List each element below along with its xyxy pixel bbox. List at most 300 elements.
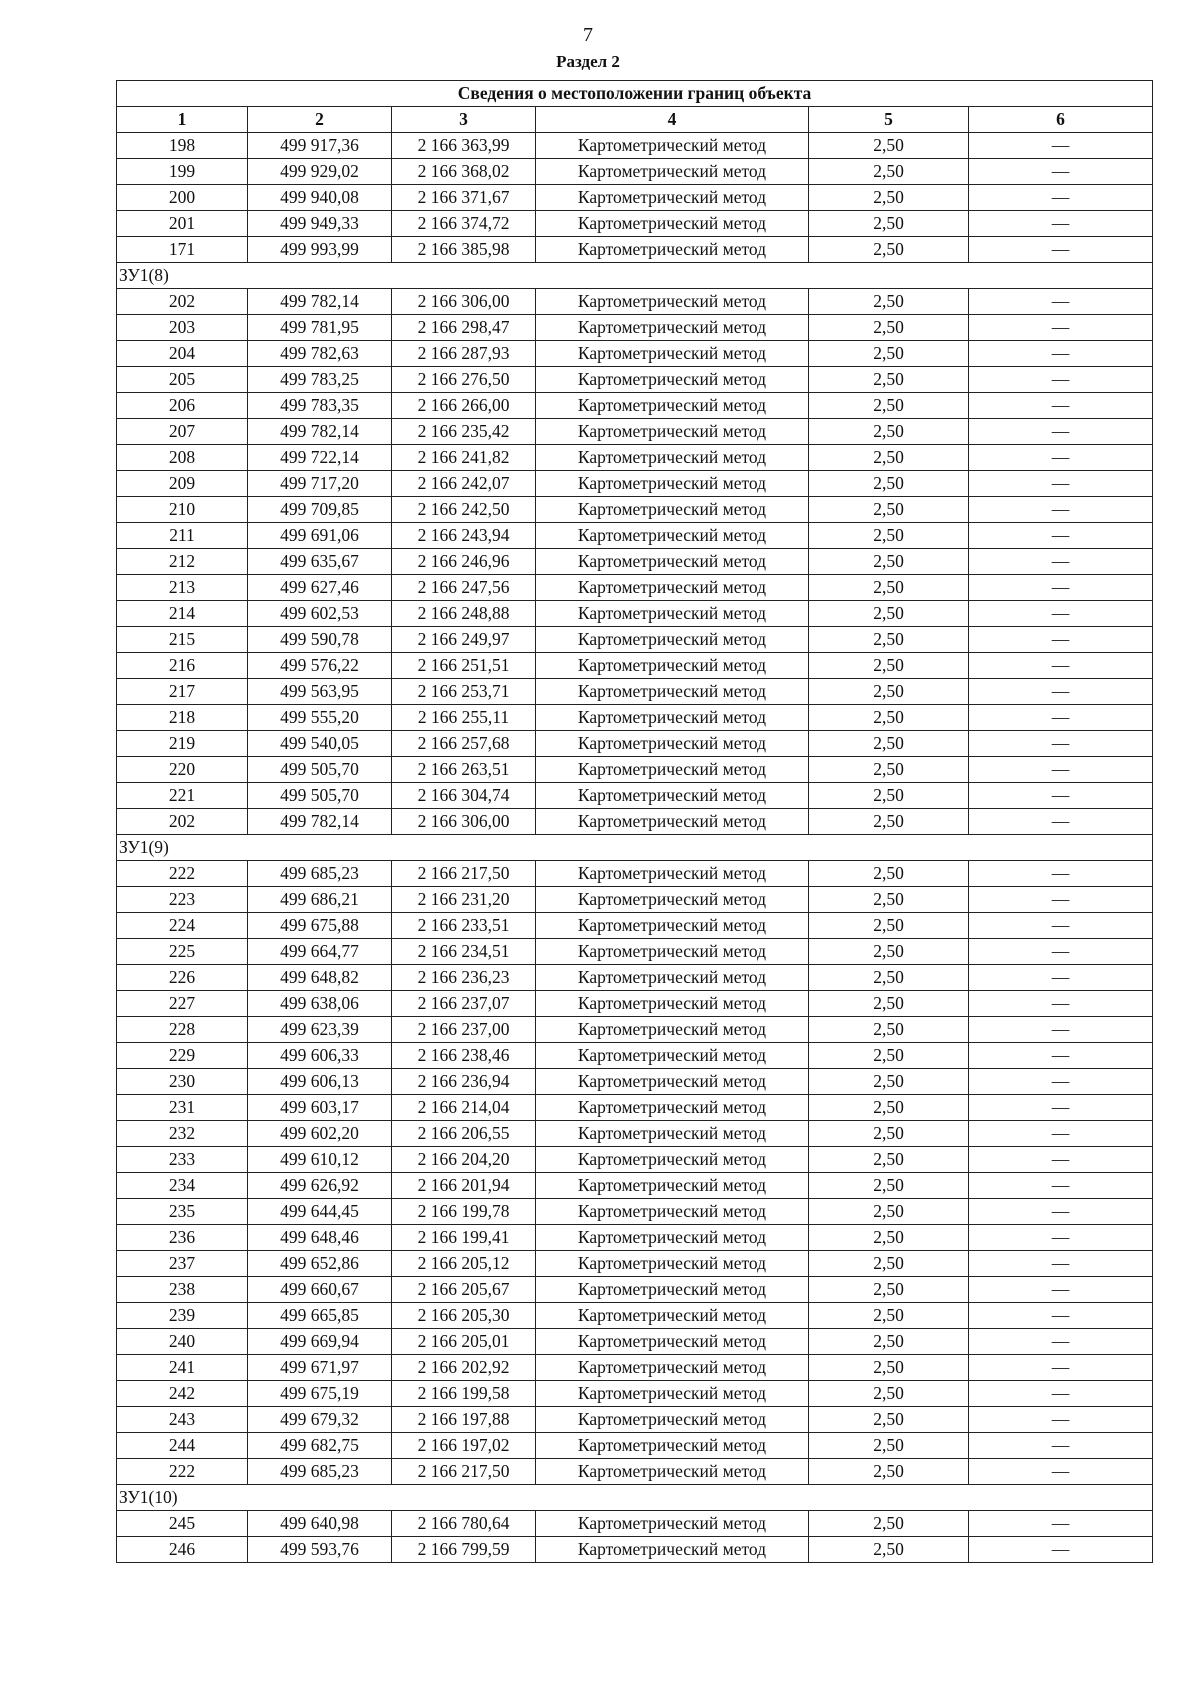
x-coordinate-cell: 499 781,95 — [248, 315, 392, 341]
accuracy-cell: 2,50 — [809, 783, 969, 809]
table-row — [117, 393, 1153, 419]
y-coordinate-cell: 2 166 204,20 — [392, 1147, 536, 1173]
y-coordinate-cell: 2 166 199,41 — [392, 1225, 536, 1251]
point-number-cell: 238 — [117, 1277, 248, 1303]
point-number-cell: 222 — [117, 861, 248, 887]
method-cell: Картометрический метод — [536, 757, 809, 783]
accuracy-cell: 2,50 — [809, 991, 969, 1017]
description-cell: — — [969, 367, 1153, 393]
x-coordinate-cell: 499 782,63 — [248, 341, 392, 367]
description-cell: — — [969, 1433, 1153, 1459]
table-row — [117, 705, 1153, 731]
table-row — [117, 1043, 1153, 1069]
accuracy-cell: 2,50 — [809, 1277, 969, 1303]
y-coordinate-cell: 2 166 263,51 — [392, 757, 536, 783]
column-header: 4 — [536, 107, 809, 133]
accuracy-cell: 2,50 — [809, 861, 969, 887]
description-cell: — — [969, 1355, 1153, 1381]
y-coordinate-cell: 2 166 217,50 — [392, 1459, 536, 1485]
point-number-cell: 202 — [117, 809, 248, 835]
table-row — [117, 653, 1153, 679]
accuracy-cell: 2,50 — [809, 367, 969, 393]
description-cell: — — [969, 757, 1153, 783]
accuracy-cell: 2,50 — [809, 523, 969, 549]
method-cell: Картометрический метод — [536, 549, 809, 575]
x-coordinate-cell: 499 648,82 — [248, 965, 392, 991]
point-number-cell: 225 — [117, 939, 248, 965]
accuracy-cell: 2,50 — [809, 1251, 969, 1277]
y-coordinate-cell: 2 166 306,00 — [392, 809, 536, 835]
y-coordinate-cell: 2 166 306,00 — [392, 289, 536, 315]
point-number-cell: 212 — [117, 549, 248, 575]
x-coordinate-cell: 499 602,53 — [248, 601, 392, 627]
point-number-cell: 240 — [117, 1329, 248, 1355]
description-cell: — — [969, 549, 1153, 575]
method-cell: Картометрический метод — [536, 1329, 809, 1355]
y-coordinate-cell: 2 166 374,72 — [392, 211, 536, 237]
x-coordinate-cell: 499 783,25 — [248, 367, 392, 393]
description-cell: — — [969, 289, 1153, 315]
table-row — [117, 1199, 1153, 1225]
method-cell: Картометрический метод — [536, 289, 809, 315]
accuracy-cell: 2,50 — [809, 939, 969, 965]
table-row — [117, 185, 1153, 211]
point-number-cell: 210 — [117, 497, 248, 523]
table-row — [117, 783, 1153, 809]
point-number-cell: 202 — [117, 289, 248, 315]
y-coordinate-cell: 2 166 237,07 — [392, 991, 536, 1017]
description-cell: — — [969, 1303, 1153, 1329]
x-coordinate-cell: 499 917,36 — [248, 133, 392, 159]
y-coordinate-cell: 2 166 236,23 — [392, 965, 536, 991]
column-header: 5 — [809, 107, 969, 133]
x-coordinate-cell: 499 593,76 — [248, 1537, 392, 1563]
table-row — [117, 289, 1153, 315]
table-row — [117, 523, 1153, 549]
accuracy-cell: 2,50 — [809, 549, 969, 575]
group-row — [117, 263, 1153, 289]
x-coordinate-cell: 499 940,08 — [248, 185, 392, 211]
accuracy-cell: 2,50 — [809, 185, 969, 211]
description-cell: — — [969, 1381, 1153, 1407]
x-coordinate-cell: 499 555,20 — [248, 705, 392, 731]
x-coordinate-cell: 499 638,06 — [248, 991, 392, 1017]
x-coordinate-cell: 499 671,97 — [248, 1355, 392, 1381]
description-cell: — — [969, 1407, 1153, 1433]
point-number-cell: 218 — [117, 705, 248, 731]
method-cell: Картометрический метод — [536, 1355, 809, 1381]
point-number-cell: 211 — [117, 523, 248, 549]
accuracy-cell: 2,50 — [809, 575, 969, 601]
point-number-cell: 241 — [117, 1355, 248, 1381]
y-coordinate-cell: 2 166 287,93 — [392, 341, 536, 367]
x-coordinate-cell: 499 576,22 — [248, 653, 392, 679]
accuracy-cell: 2,50 — [809, 1121, 969, 1147]
method-cell: Картометрический метод — [536, 1095, 809, 1121]
y-coordinate-cell: 2 166 234,51 — [392, 939, 536, 965]
point-number-cell: 232 — [117, 1121, 248, 1147]
x-coordinate-cell: 499 606,13 — [248, 1069, 392, 1095]
description-cell: — — [969, 1251, 1153, 1277]
y-coordinate-cell: 2 166 257,68 — [392, 731, 536, 757]
x-coordinate-cell: 499 540,05 — [248, 731, 392, 757]
point-number-cell: 229 — [117, 1043, 248, 1069]
accuracy-cell: 2,50 — [809, 627, 969, 653]
y-coordinate-cell: 2 166 236,94 — [392, 1069, 536, 1095]
y-coordinate-cell: 2 166 363,99 — [392, 133, 536, 159]
column-header: 1 — [117, 107, 248, 133]
description-cell: — — [969, 1147, 1153, 1173]
table-row — [117, 315, 1153, 341]
y-coordinate-cell: 2 166 276,50 — [392, 367, 536, 393]
method-cell: Картометрический метод — [536, 185, 809, 211]
x-coordinate-cell: 499 782,14 — [248, 289, 392, 315]
description-cell: — — [969, 1095, 1153, 1121]
y-coordinate-cell: 2 166 197,88 — [392, 1407, 536, 1433]
y-coordinate-cell: 2 166 205,67 — [392, 1277, 536, 1303]
description-cell: — — [969, 341, 1153, 367]
accuracy-cell: 2,50 — [809, 601, 969, 627]
point-number-cell: 228 — [117, 1017, 248, 1043]
table-row — [117, 913, 1153, 939]
table-row — [117, 1017, 1153, 1043]
x-coordinate-cell: 499 606,33 — [248, 1043, 392, 1069]
method-cell: Картометрический метод — [536, 523, 809, 549]
x-coordinate-cell: 499 722,14 — [248, 445, 392, 471]
accuracy-cell: 2,50 — [809, 1147, 969, 1173]
method-cell: Картометрический метод — [536, 627, 809, 653]
method-cell: Картометрический метод — [536, 1173, 809, 1199]
accuracy-cell: 2,50 — [809, 289, 969, 315]
accuracy-cell: 2,50 — [809, 445, 969, 471]
table-row — [117, 627, 1153, 653]
point-number-cell: 206 — [117, 393, 248, 419]
table-row — [117, 1459, 1153, 1485]
description-cell: — — [969, 653, 1153, 679]
y-coordinate-cell: 2 166 205,30 — [392, 1303, 536, 1329]
group-label: ЗУ1(8) — [117, 263, 1153, 289]
point-number-cell: 209 — [117, 471, 248, 497]
table-row — [117, 497, 1153, 523]
column-number-row — [117, 107, 1153, 133]
method-cell: Картометрический метод — [536, 1225, 809, 1251]
x-coordinate-cell: 499 949,33 — [248, 211, 392, 237]
x-coordinate-cell: 499 669,94 — [248, 1329, 392, 1355]
accuracy-cell: 2,50 — [809, 1069, 969, 1095]
table-row — [117, 1511, 1153, 1537]
coordinates-table — [116, 80, 1153, 1563]
point-number-cell: 214 — [117, 601, 248, 627]
accuracy-cell: 2,50 — [809, 731, 969, 757]
x-coordinate-cell: 499 782,14 — [248, 809, 392, 835]
accuracy-cell: 2,50 — [809, 1355, 969, 1381]
x-coordinate-cell: 499 675,19 — [248, 1381, 392, 1407]
description-cell: — — [969, 1329, 1153, 1355]
description-cell: — — [969, 939, 1153, 965]
table-row — [117, 211, 1153, 237]
table-row — [117, 471, 1153, 497]
method-cell: Картометрический метод — [536, 1537, 809, 1563]
table-row — [117, 1433, 1153, 1459]
table-row — [117, 1355, 1153, 1381]
method-cell: Картометрический метод — [536, 1251, 809, 1277]
method-cell: Картометрический метод — [536, 1511, 809, 1537]
description-cell: — — [969, 1537, 1153, 1563]
accuracy-cell: 2,50 — [809, 315, 969, 341]
point-number-cell: 208 — [117, 445, 248, 471]
description-cell: — — [969, 887, 1153, 913]
x-coordinate-cell: 499 563,95 — [248, 679, 392, 705]
accuracy-cell: 2,50 — [809, 913, 969, 939]
method-cell: Картометрический метод — [536, 237, 809, 263]
method-cell: Картометрический метод — [536, 393, 809, 419]
method-cell: Картометрический метод — [536, 965, 809, 991]
table-row — [117, 965, 1153, 991]
table-row — [117, 809, 1153, 835]
table-row — [117, 731, 1153, 757]
table-row — [117, 1225, 1153, 1251]
accuracy-cell: 2,50 — [809, 237, 969, 263]
table-row — [117, 1329, 1153, 1355]
x-coordinate-cell: 499 665,85 — [248, 1303, 392, 1329]
table-caption-row — [117, 81, 1153, 107]
method-cell: Картометрический метод — [536, 1121, 809, 1147]
method-cell: Картометрический метод — [536, 341, 809, 367]
coordinates-table-body — [117, 81, 1153, 1563]
description-cell: — — [969, 1069, 1153, 1095]
section-title: Раздел 2 — [556, 52, 620, 71]
accuracy-cell: 2,50 — [809, 133, 969, 159]
description-cell: — — [969, 211, 1153, 237]
point-number-cell: 222 — [117, 1459, 248, 1485]
point-number-cell: 239 — [117, 1303, 248, 1329]
point-number-cell: 219 — [117, 731, 248, 757]
accuracy-cell: 2,50 — [809, 211, 969, 237]
point-number-cell: 223 — [117, 887, 248, 913]
y-coordinate-cell: 2 166 205,12 — [392, 1251, 536, 1277]
x-coordinate-cell: 499 709,85 — [248, 497, 392, 523]
point-number-cell: 199 — [117, 159, 248, 185]
table-row — [117, 757, 1153, 783]
column-header: 2 — [248, 107, 392, 133]
point-number-cell: 217 — [117, 679, 248, 705]
x-coordinate-cell: 499 505,70 — [248, 757, 392, 783]
accuracy-cell: 2,50 — [809, 653, 969, 679]
x-coordinate-cell: 499 505,70 — [248, 783, 392, 809]
method-cell: Картометрический метод — [536, 913, 809, 939]
x-coordinate-cell: 499 783,35 — [248, 393, 392, 419]
table-row — [117, 1303, 1153, 1329]
x-coordinate-cell: 499 782,14 — [248, 419, 392, 445]
accuracy-cell: 2,50 — [809, 497, 969, 523]
y-coordinate-cell: 2 166 199,78 — [392, 1199, 536, 1225]
point-number-cell: 200 — [117, 185, 248, 211]
table-row — [117, 1095, 1153, 1121]
table-row — [117, 939, 1153, 965]
point-number-cell: 171 — [117, 237, 248, 263]
description-cell: — — [969, 393, 1153, 419]
accuracy-cell: 2,50 — [809, 471, 969, 497]
method-cell: Картометрический метод — [536, 887, 809, 913]
method-cell: Картометрический метод — [536, 653, 809, 679]
accuracy-cell: 2,50 — [809, 1329, 969, 1355]
accuracy-cell: 2,50 — [809, 1459, 969, 1485]
y-coordinate-cell: 2 166 255,11 — [392, 705, 536, 731]
description-cell: — — [969, 1199, 1153, 1225]
y-coordinate-cell: 2 166 238,46 — [392, 1043, 536, 1069]
table-row — [117, 1069, 1153, 1095]
table-row — [117, 159, 1153, 185]
accuracy-cell: 2,50 — [809, 679, 969, 705]
point-number-cell: 203 — [117, 315, 248, 341]
y-coordinate-cell: 2 166 241,82 — [392, 445, 536, 471]
description-cell: — — [969, 1225, 1153, 1251]
accuracy-cell: 2,50 — [809, 1095, 969, 1121]
x-coordinate-cell: 499 602,20 — [248, 1121, 392, 1147]
y-coordinate-cell: 2 166 242,07 — [392, 471, 536, 497]
method-cell: Картометрический метод — [536, 497, 809, 523]
accuracy-cell: 2,50 — [809, 1537, 969, 1563]
table-row — [117, 1277, 1153, 1303]
accuracy-cell: 2,50 — [809, 757, 969, 783]
description-cell: — — [969, 575, 1153, 601]
accuracy-cell: 2,50 — [809, 1381, 969, 1407]
method-cell: Картометрический метод — [536, 1043, 809, 1069]
x-coordinate-cell: 499 652,86 — [248, 1251, 392, 1277]
y-coordinate-cell: 2 166 237,00 — [392, 1017, 536, 1043]
x-coordinate-cell: 499 717,20 — [248, 471, 392, 497]
method-cell: Картометрический метод — [536, 1407, 809, 1433]
accuracy-cell: 2,50 — [809, 1043, 969, 1069]
y-coordinate-cell: 2 166 202,92 — [392, 1355, 536, 1381]
table-row — [117, 133, 1153, 159]
x-coordinate-cell: 499 993,99 — [248, 237, 392, 263]
table-row — [117, 1121, 1153, 1147]
x-coordinate-cell: 499 610,12 — [248, 1147, 392, 1173]
description-cell: — — [969, 601, 1153, 627]
point-number-cell: 234 — [117, 1173, 248, 1199]
method-cell: Картометрический метод — [536, 419, 809, 445]
group-label: ЗУ1(9) — [117, 835, 1153, 861]
accuracy-cell: 2,50 — [809, 887, 969, 913]
x-coordinate-cell: 499 686,21 — [248, 887, 392, 913]
table-row — [117, 341, 1153, 367]
method-cell: Картометрический метод — [536, 1381, 809, 1407]
x-coordinate-cell: 499 635,67 — [248, 549, 392, 575]
column-header: 6 — [969, 107, 1153, 133]
y-coordinate-cell: 2 166 304,74 — [392, 783, 536, 809]
table-row — [117, 367, 1153, 393]
point-number-cell: 244 — [117, 1433, 248, 1459]
accuracy-cell: 2,50 — [809, 1433, 969, 1459]
method-cell: Картометрический метод — [536, 211, 809, 237]
method-cell: Картометрический метод — [536, 1147, 809, 1173]
method-cell: Картометрический метод — [536, 315, 809, 341]
x-coordinate-cell: 499 590,78 — [248, 627, 392, 653]
point-number-cell: 227 — [117, 991, 248, 1017]
y-coordinate-cell: 2 166 206,55 — [392, 1121, 536, 1147]
point-number-cell: 246 — [117, 1537, 248, 1563]
point-number-cell: 198 — [117, 133, 248, 159]
table-row — [117, 1381, 1153, 1407]
description-cell: — — [969, 497, 1153, 523]
table-row — [117, 1147, 1153, 1173]
point-number-cell: 242 — [117, 1381, 248, 1407]
description-cell: — — [969, 315, 1153, 341]
y-coordinate-cell: 2 166 251,51 — [392, 653, 536, 679]
method-cell: Картометрический метод — [536, 1069, 809, 1095]
table-row — [117, 237, 1153, 263]
table-row — [117, 1173, 1153, 1199]
accuracy-cell: 2,50 — [809, 1225, 969, 1251]
description-cell: — — [969, 1277, 1153, 1303]
description-cell: — — [969, 159, 1153, 185]
accuracy-cell: 2,50 — [809, 393, 969, 419]
point-number-cell: 220 — [117, 757, 248, 783]
description-cell: — — [969, 809, 1153, 835]
y-coordinate-cell: 2 166 371,67 — [392, 185, 536, 211]
point-number-cell: 236 — [117, 1225, 248, 1251]
point-number-cell: 245 — [117, 1511, 248, 1537]
x-coordinate-cell: 499 664,77 — [248, 939, 392, 965]
table-row — [117, 445, 1153, 471]
method-cell: Картометрический метод — [536, 861, 809, 887]
y-coordinate-cell: 2 166 246,96 — [392, 549, 536, 575]
table-row — [117, 601, 1153, 627]
accuracy-cell: 2,50 — [809, 1511, 969, 1537]
point-number-cell: 224 — [117, 913, 248, 939]
y-coordinate-cell: 2 166 205,01 — [392, 1329, 536, 1355]
y-coordinate-cell: 2 166 235,42 — [392, 419, 536, 445]
point-number-cell: 215 — [117, 627, 248, 653]
point-number-cell: 213 — [117, 575, 248, 601]
method-cell: Картометрический метод — [536, 809, 809, 835]
y-coordinate-cell: 2 166 242,50 — [392, 497, 536, 523]
y-coordinate-cell: 2 166 780,64 — [392, 1511, 536, 1537]
y-coordinate-cell: 2 166 368,02 — [392, 159, 536, 185]
description-cell: — — [969, 679, 1153, 705]
column-header: 3 — [392, 107, 536, 133]
table-row — [117, 679, 1153, 705]
table-row — [117, 549, 1153, 575]
description-cell: — — [969, 991, 1153, 1017]
table-row — [117, 887, 1153, 913]
x-coordinate-cell: 499 626,92 — [248, 1173, 392, 1199]
y-coordinate-cell: 2 166 233,51 — [392, 913, 536, 939]
page-number: 7 — [583, 24, 593, 46]
accuracy-cell: 2,50 — [809, 1407, 969, 1433]
description-cell: — — [969, 133, 1153, 159]
x-coordinate-cell: 499 679,32 — [248, 1407, 392, 1433]
description-cell: — — [969, 445, 1153, 471]
method-cell: Картометрический метод — [536, 601, 809, 627]
description-cell: — — [969, 861, 1153, 887]
description-cell: — — [969, 913, 1153, 939]
description-cell: — — [969, 1121, 1153, 1147]
y-coordinate-cell: 2 166 247,56 — [392, 575, 536, 601]
accuracy-cell: 2,50 — [809, 419, 969, 445]
point-number-cell: 226 — [117, 965, 248, 991]
method-cell: Картометрический метод — [536, 939, 809, 965]
method-cell: Картометрический метод — [536, 1017, 809, 1043]
method-cell: Картометрический метод — [536, 159, 809, 185]
method-cell: Картометрический метод — [536, 1459, 809, 1485]
x-coordinate-cell: 499 691,06 — [248, 523, 392, 549]
description-cell: — — [969, 705, 1153, 731]
point-number-cell: 235 — [117, 1199, 248, 1225]
point-number-cell: 207 — [117, 419, 248, 445]
x-coordinate-cell: 499 685,23 — [248, 861, 392, 887]
